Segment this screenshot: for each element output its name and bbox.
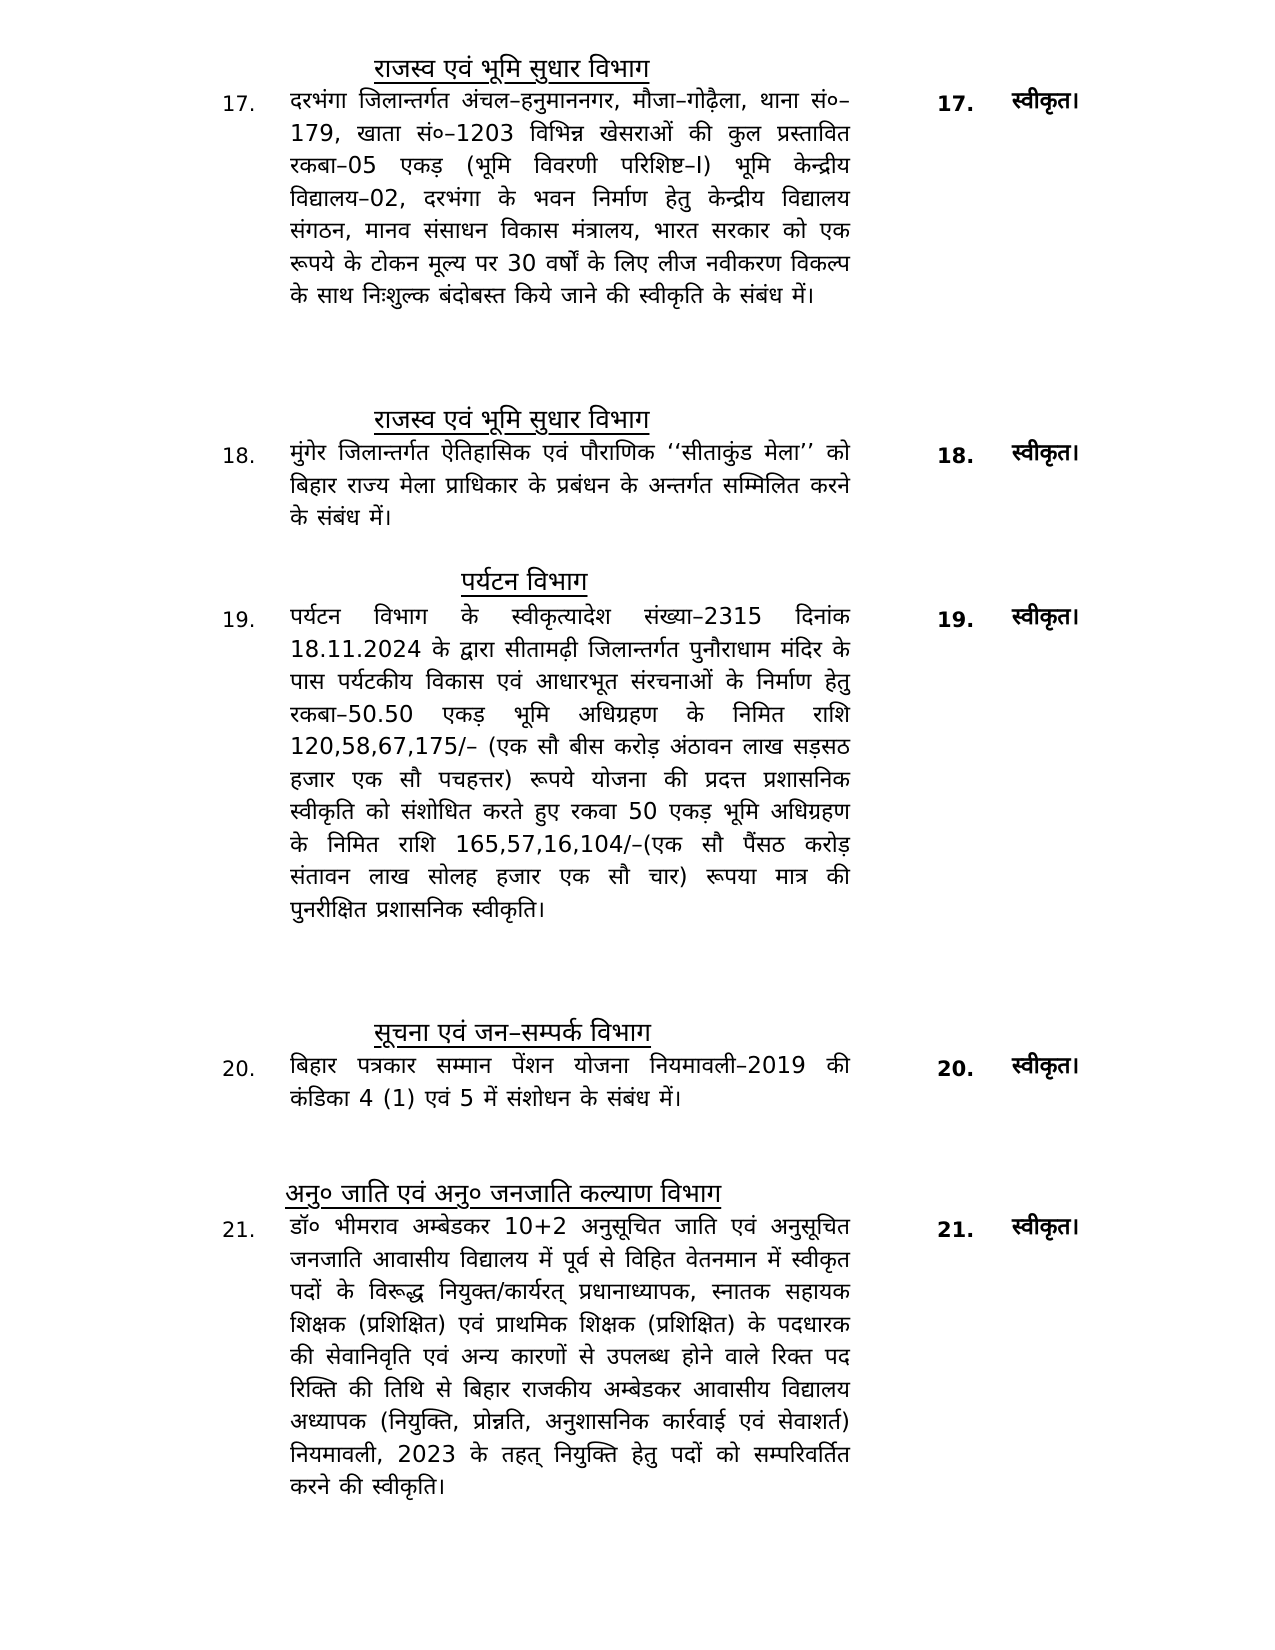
department-heading: राजस्व एवं भूमि सुधार विभाग (374, 405, 650, 435)
item-description: पर्यटन विभाग के स्वीकृत्यादेश संख्या–2315 दिनांक 18.11.2024 के द्वारा सीतामढ़ी जिलान्तर्गत पुनौराधाम मंदिर के पास पर्यटकीय विकास एवं आधारभूत संरचनाओं के निर्माण हेतु रकबा–50.50 एकड़ भूमि अधिग्रहण के निमित राशि 120,58,67,175/– (एक सौ बीस करोड़ अंठावन लाख सड़सठ हजार एक सौ पचहत्तर) रूपये योजना की प्रदत्त प्रशासनिक स्वीकृति को संशोधित करते हुए रकवा 50 एकड़ भूमि अधिग्रहण के निमित राशि 165,57,16,104/–(एक सौ पैंसठ करोड़ संतावन लाख सोलह हजार एक सौ चार) रूपया मात्र की पुनरीक्षित प्रशासनिक स्वीकृति। (290, 604, 850, 923)
department-heading: राजस्व एवं भूमि सुधार विभाग (374, 54, 650, 84)
department-heading: सूचना एवं जन–सम्पर्क विभाग (374, 1018, 652, 1048)
department-heading: पर्यटन विभाग (461, 567, 588, 597)
result-status: स्वीकृत। (1012, 440, 1080, 466)
result-status: स्वीकृत। (1012, 88, 1080, 114)
result-number: 17. (937, 92, 975, 116)
result-number: 19. (937, 608, 975, 632)
result-status: स्वीकृत। (1012, 1053, 1080, 1079)
item-number: 20. (222, 1057, 256, 1081)
result-status: स्वीकृत। (1012, 604, 1080, 630)
item-description: बिहार पत्रकार सम्मान पेंशन योजना नियमावली–2019 की कंडिका 4 (1) एवं 5 में संशोधन के संबंध में। (290, 1053, 850, 1112)
department-heading: अनु० जाति एवं अनु० जनजाति कल्याण विभाग (285, 1179, 722, 1209)
item-number: 21. (222, 1218, 256, 1242)
result-number: 21. (937, 1218, 975, 1242)
result-number: 20. (937, 1057, 975, 1081)
result-number: 18. (937, 444, 975, 468)
item-description: मुंगेर जिलान्तर्गत ऐतिहासिक एवं पौराणिक ‘‘सीताकुंड मेला’’ को बिहार राज्य मेला प्राधिकार के प्रबंधन के अन्तर्गत सम्मिलित करने के संबंध में। (290, 440, 850, 531)
result-status: स्वीकृत। (1012, 1214, 1080, 1240)
item-number: 18. (222, 444, 256, 468)
item-number: 19. (222, 608, 256, 632)
item-description: डॉ० भीमराव अम्बेडकर 10+2 अनुसूचित जाति एवं अनुसूचित जनजाति आवासीय विद्यालय में पूर्व से विहित वेतनमान में स्वीकृत पदों के विरूद्ध नियुक्त/कार्यरत् प्रधानाध्यापक, स्नातक सहायक शिक्षक (प्रशिक्षित) एवं प्राथमिक शिक्षक (प्रशिक्षित) के पदधारक की सेवानिवृति एवं अन्य कारणों से उपलब्ध होने वाले रिक्त पद रिक्ति की तिथि से बिहार राजकीय अम्बेडकर आवासीय विद्यालय अध्यापक (नियुक्ति, प्रोन्नति, अनुशासनिक कार्रवाई एवं सेवाशर्त) नियमावली, 2023 के तहत् नियुक्ति हेतु पदों को सम्परिवर्तित करने की स्वीकृति। (290, 1214, 850, 1500)
item-number: 17. (222, 92, 256, 116)
item-description: दरभंगा जिलान्तर्गत अंचल–हनुमाननगर, मौजा–गोढ़ैला, थाना सं०–179, खाता सं०–1203 विभिन्न खेसराओं की कुल प्रस्तावित रकबा–05 एकड़ (भूमि विवरणी परिशिष्ट–I) भूमि केन्द्रीय विद्यालय–02, दरभंगा के भवन निर्माण हेतु केन्द्रीय विद्यालय संगठन, मानव संसाधन विकास मंत्रालय, भारत सरकार को एक रूपये के टोकन मूल्य पर 30 वर्षों के लिए लीज नवीकरण विकल्प के साथ निःशुल्क बंदोबस्त किये जाने की स्वीकृति के संबंध में। (290, 88, 850, 309)
